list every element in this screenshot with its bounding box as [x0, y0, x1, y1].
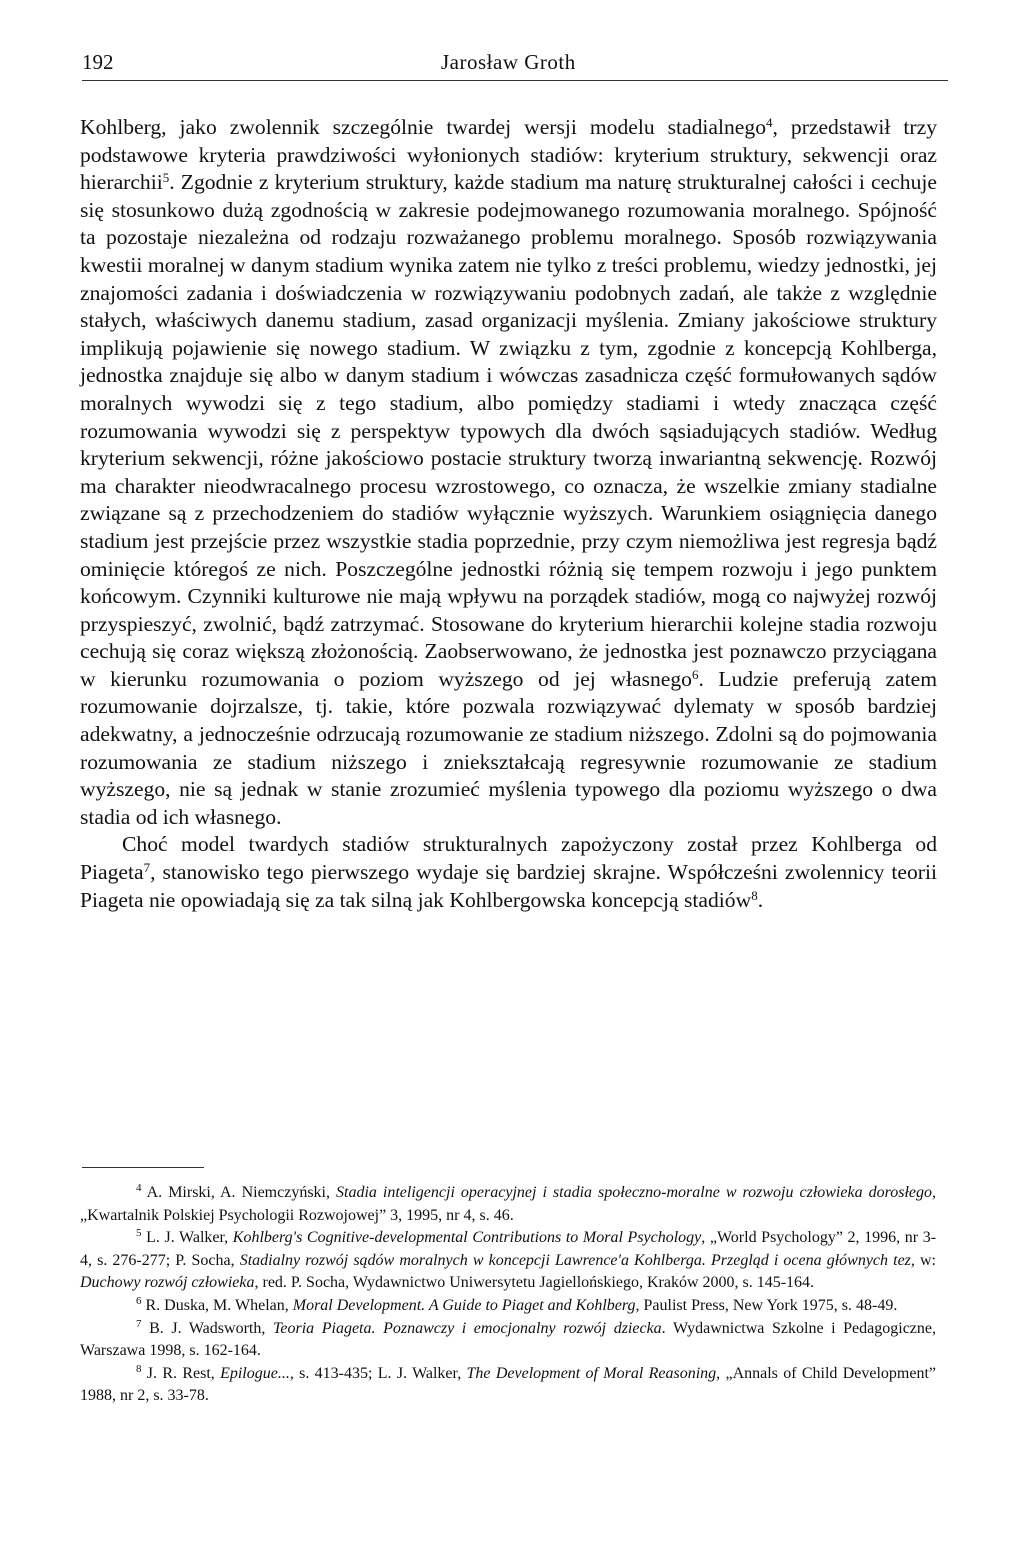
- footnote-ref-6[interactable]: 6: [691, 666, 699, 682]
- footnote-number: 8: [136, 1362, 142, 1375]
- footnote-number: 4: [136, 1181, 142, 1194]
- running-head-author: Jarosław Groth: [441, 50, 576, 74]
- footnote-text: , Paulist Press, New York 1975, s. 48-49.: [635, 1296, 898, 1314]
- footnote-text: B. J. Wadsworth,: [141, 1319, 273, 1337]
- paragraph-1-text-4: . Ludzie preferują zatem rozumowanie dojrzalsze, tj. takie, które pozwala rozwiązywać dylematy w sposób bardziej adekwatny, a jednocześnie odrzucają rozumowanie ze stadium niższego. Zdolni są do pojmowania rozumowania ze stadium niższego i zniekształcają regresywnie rozumowanie ze stadium wyższego, nie są jednak w stanie zrozumieć myślenia typowego dla poziomu wyższego o dwa stadia od ich własnego.: [80, 666, 937, 829]
- footnote-title: Duchowy rozwój człowieka: [80, 1274, 255, 1292]
- footnote-ref-7[interactable]: 7: [143, 859, 151, 875]
- paragraph-1-text-3: . Zgodnie z kryterium struktury, każde stadium ma naturę strukturalnej całości i cechuje się stosunkowo dużą zgodnością w zakresie podejmowanego rozumowania moralnego. Spójność ta pozostaje niezależna od rodzaju rozważanego problemu moralnego. Sposób rozwiązywania kwestii moralnej w danym stadium wynika zatem nie tylko z treści problemu, wiedzy jednostki, jej znajomości zadania i doświadczenia w rozwiązywaniu podobnych zadań, ale także z względnie stałych, właściwych danemu stadium, zasad organizacji myślenia. Zmiany jakościowe struktury implikują pojawienie się nowego stadium. W związku z tym, zgodnie z koncepcją Kohlberga, jednostka znajduje się albo w danym stadium i wówczas zasadnicza część formułowanych sądów moralnych wywodzi się z tego stadium, albo pomiędzy stadiami i wtedy znacząca część rozumowania wywodzi się z perspektyw typowych dla dwóch sąsiadujących stadiów. Według kryterium sekwencji, różne jakościowo postacie struktury tworzą inwariantną sekwencję. Rozwój ma charakter nieodwracalnego procesu wzrostowego, co oznacza, że wszelkie zmiany stadialne związane są z przechodzeniem do stadiów wyłącznie wyższych. Warunkiem osiągnięcia danego stadium jest przejście przez wszystkie stadia poprzednie, przy czym niemożliwa jest regresja bądź ominięcie któregoś ze nich. Poszczególne jednostki różnią się tempem rozwoju i jego punktem końcowym. Czynniki kulturowe nie mają wpływu na porządek stadiów, mogą co najwyżej rozwój przyspieszyć, zwolnić, bądź zatrzymać. Stosowane do kryterium hierarchii kolejne stadia rozwoju cechują się coraz większą złożonością. Zaobserwowano, że jednostka jest poznawczo przyciągana w kierunku rozumowania o poziom wyższego od jej własnego: [80, 170, 937, 691]
- footnote-ref-4[interactable]: 4: [766, 114, 773, 130]
- page-number: 192: [82, 50, 114, 74]
- paragraph-1: [80, 114, 937, 831]
- footnote-title: Epilogue...: [220, 1364, 290, 1382]
- footnote-text: , red. P. Socha, Wydawnictwo Uniwersytetu Jagiellońskiego, Kraków 2000, s. 145-164.: [254, 1274, 815, 1292]
- footnote-ref-8[interactable]: 8: [751, 887, 758, 903]
- footnote-7: [80, 1318, 936, 1363]
- footnote-6: [80, 1295, 936, 1318]
- footnote-text: , „Annals of Child Development” 1988, nr 2, s. 33-78.: [80, 1364, 936, 1405]
- footnote-text: A. Mirski, A. Niemczyński,: [141, 1184, 337, 1201]
- footnote-text: , „Kwartalnik Polskiej Psychologii Rozwojowej” 3, 1995, nr 4, s. 46.: [80, 1184, 937, 1224]
- footnote-text: , s. 413-435; L. J. Walker,: [289, 1364, 467, 1382]
- footnote-text: R. Duska, M. Whelan,: [141, 1296, 293, 1314]
- footnote-text: . Wydawnictwa Szkolne i Pedagogiczne, Warszawa 1998, s. 162-164.: [80, 1319, 937, 1360]
- footnotes: [80, 1182, 936, 1408]
- footnote-text: , w:: [910, 1251, 937, 1269]
- footnote-title: Kohlberg's Cognitive-developmental Contributions to Moral Psychology: [232, 1229, 702, 1247]
- body-text: [80, 114, 937, 914]
- footnote-number: 5: [136, 1227, 142, 1240]
- header-rule: [82, 80, 948, 81]
- paragraph-2-text-3: .: [757, 887, 764, 912]
- footnote-text: J. R. Rest,: [141, 1364, 221, 1382]
- footnote-separator: [82, 1167, 204, 1168]
- footnote-4: [80, 1182, 936, 1227]
- paragraph-2: [80, 831, 937, 914]
- footnote-ref-5[interactable]: 5: [162, 170, 170, 186]
- footnote-title: Stadia inteligencji operacyjnej i stadia społeczno-moralne w rozwoju człowieka dorosłego: [336, 1184, 933, 1201]
- footnote-text: L. J. Walker,: [141, 1229, 233, 1247]
- footnote-text: , „World Psychology” 2, 1996, nr 3-4, s. 276-277; P. Socha,: [80, 1229, 937, 1269]
- footnote-8: [80, 1363, 936, 1408]
- paragraph-1-text-1: Kohlberg, jako zwolennik szczególnie twardej wersji modelu stadialnego: [80, 115, 766, 139]
- footnote-number: 7: [136, 1317, 142, 1330]
- footnote-title: Teoria Piageta. Poznawczy i emocjonalny rozwój dziecka: [272, 1319, 662, 1337]
- page-header: [82, 50, 952, 80]
- paragraph-2-text-1: Choć model twardych stadiów strukturalnych zapożyczony został przez Kohlberga od Piageta: [80, 832, 937, 885]
- paragraph-2-text-2: , stanowisko tego pierwszego wydaje się bardziej skrajne. Współcześni zwolennicy teorii Piageta nie opowiadają się za tak silną jak Kohlbergowska koncepcją stadiów: [80, 860, 937, 912]
- paragraph-1-text-2: , przedstawił trzy podstawowe kryteria prawdziwości wyłonionych stadiów: kryterium struktury, sekwencji oraz hierarchii: [80, 115, 937, 195]
- footnote-title: Moral Development. A Guide to Piaget and Kohlberg: [292, 1296, 636, 1314]
- footnote-title: The Development of Moral Reasoning: [466, 1364, 717, 1382]
- footnote-title: Stadialny rozwój sądów moralnych w koncepcji Lawrence'a Kohlberga. Przegląd i ocena głównych tez: [239, 1251, 911, 1269]
- footnote-5: [80, 1227, 936, 1295]
- footnote-number: 6: [136, 1294, 142, 1307]
